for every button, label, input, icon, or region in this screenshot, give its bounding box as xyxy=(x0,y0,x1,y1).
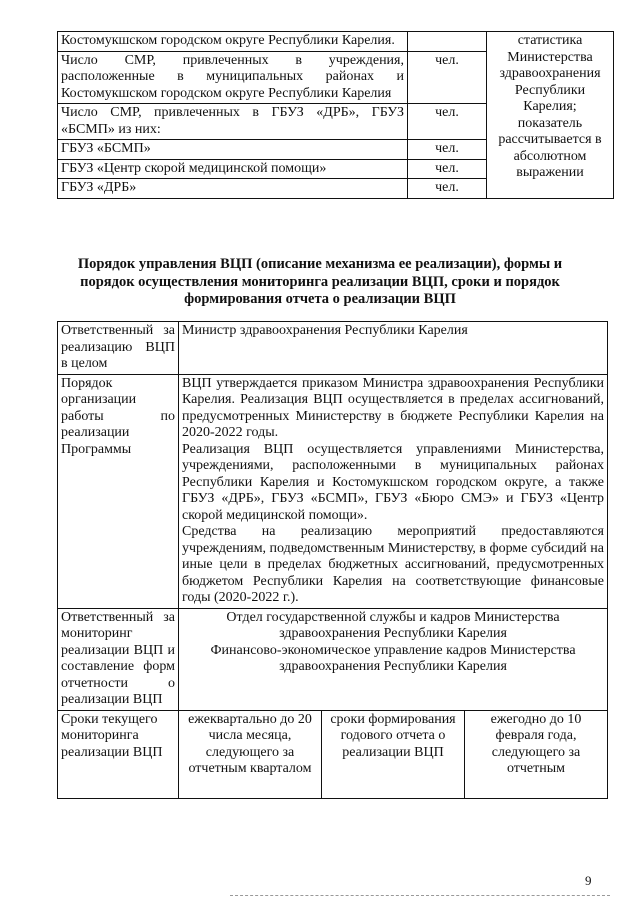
indicator-unit: чел. xyxy=(408,159,487,179)
table-row xyxy=(58,32,614,52)
deadlines-report-label: сроки формирования годового отчета о реализации ВЦП xyxy=(322,710,465,798)
indicator-unit: чел. xyxy=(408,140,487,160)
indicator-unit: чел. xyxy=(408,104,487,140)
indicators-table xyxy=(57,31,614,199)
section-title: Порядок управления ВЦП (описание механизма ее реализации), формы и порядок осуществления мониторинга реализации ВЦП, сроки и порядок формирования отчета о реализации ВЦП xyxy=(77,256,563,307)
monitoring-label: Ответственный за мониторинг реализации ВЦП и составление форм отчетности о реализации ВЦП xyxy=(58,608,179,710)
indicator-unit: чел. xyxy=(408,51,487,104)
page-number: 9 xyxy=(585,873,592,888)
deadlines-label: Сроки текущего мониторинга реализации ВЦП xyxy=(58,710,179,798)
footer-divider xyxy=(230,895,610,896)
indicator-unit xyxy=(408,32,487,52)
deadlines-monitoring: ежеквартально до 20 числа месяца, следующего за отчетным кварталом xyxy=(179,710,322,798)
indicator-text: Число СМР, привлеченных в ГБУЗ «ДРБ», ГБУЗ «БСМП» из них: xyxy=(58,104,408,140)
indicator-text: Костомукшском городском округе Республики Карелия. xyxy=(58,32,408,52)
indicator-text: ГБУЗ «Центр скорой медицинской помощи» xyxy=(58,159,408,179)
table-row xyxy=(58,374,608,608)
monitoring-value xyxy=(179,608,608,710)
indicator-text: ГБУЗ «БСМП» xyxy=(58,140,408,160)
organization-paragraph: Средства на реализацию мероприятий предоставляются учреждениям, подведомственным Министерству, в форме субсидий на иные цели в пределах бюджетных ассигнований, предусмотренных бюджетом Республики Карелия на соответствующие финансовые годы (2020-2022 г.). xyxy=(182,524,604,605)
indicator-unit: чел. xyxy=(408,179,487,199)
monitoring-department: Финансово-экономическое управление кадров Министерства здравоохранения Республики Карелия xyxy=(210,642,576,674)
monitoring-department: Отдел государственной службы и кадров Министерства здравоохранения Республики Карелия xyxy=(226,609,560,641)
table-row xyxy=(58,710,608,798)
organization-paragraph: Реализация ВЦП осуществляется управлениями Министерства, учреждениями, расположенными в муниципальных районах Республики Карелия и Костомукшском городском округе, а также ГБУЗ «ДРБ», ГБУЗ «БСМП», ГБУЗ «Бюро СМЭ» и ГБУЗ «Центр скорой медицинской помощи». xyxy=(182,441,604,523)
indicator-text: ГБУЗ «ДРБ» xyxy=(58,179,408,199)
organization-paragraph: ВЦП утверждается приказом Министра здравоохранения Республики Карелия. Реализация ВЦП осуществляется в пределах ассигнований, предусмотренных Министерству в бюджете Республики Карелия на 2020-2022 годы. xyxy=(182,375,604,440)
organization-label: Порядок организации работы по реализации Программы xyxy=(58,374,179,608)
indicator-text: Число СМР, привлеченных в учреждения, расположенные в муниципальных районах и Костомукшском городском округе Республики Карелия xyxy=(58,51,408,104)
responsible-value: Министр здравоохранения Республики Карелия xyxy=(179,322,608,375)
management-table xyxy=(57,321,608,799)
deadlines-report-value: ежегодно до 10 февраля года, следующего за отчетным xyxy=(465,710,608,798)
organization-text xyxy=(179,374,608,608)
indicator-source-note: статистика Министерства здравоохранения Республики Карелия; показатель рассчитывается в абсолютном выражении xyxy=(487,32,614,199)
responsible-label: Ответственный за реализацию ВЦП в целом xyxy=(58,322,179,375)
table-row xyxy=(58,322,608,375)
table-row xyxy=(58,608,608,710)
